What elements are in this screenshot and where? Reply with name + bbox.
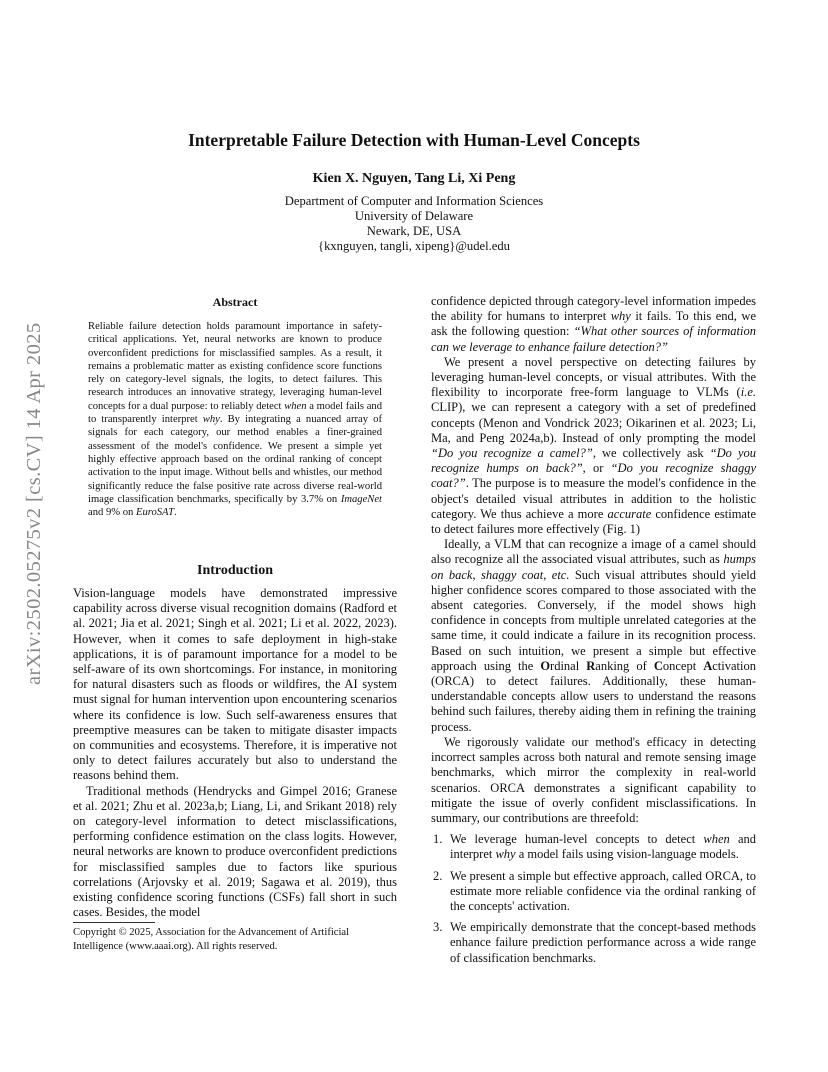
abstract-heading: Abstract xyxy=(212,295,258,309)
list-item: 2. We present a simple but effective approach, called ORCA, to estimate more reliable confidence via the ordinal ranking of the concepts' activation. xyxy=(433,868,756,913)
affiliation-emails: {kxnguyen, tangli, xipeng}@udel.edu xyxy=(318,239,510,253)
left-column-body xyxy=(73,586,397,920)
intro-paragraph-5: We rigorously validate our method's efficacy in detecting incorrect samples across both natural and remote sensing image benchmarks, which mirror the complexity in real-world scenarios. ORCA demonstrates a significant capability to mitigate the issue of overly confident misclassifications. In summary, our contributions are threefold: xyxy=(431,734,756,825)
introduction-heading: Introduction xyxy=(197,563,273,578)
copyright-footnote: Copyright © 2025, Association for the Advancement of Artificial Intelligence (www.aaai.org). All rights reserved. xyxy=(73,927,350,952)
intro-paragraph-2: Traditional methods (Hendrycks and Gimpel 2016; Granese et al. 2021; Zhu et al. 2023a,b; Liang, Li, and Srikant 2018) rely on category-level information to detect misclassifications, performing confidence estimation on the class logits. However, neural networks are known to produce overconfident predictions for misclassified samples due to factors like spurious correlations (Arjovsky et al. 2019; Sagawa et al. 2019), thus existing confidence scoring functions (CSFs) fall short in such cases. Besides, the model xyxy=(73,783,397,920)
paper-title: Interpretable Failure Detection with Human-Level Concepts xyxy=(188,130,640,150)
arxiv-stamp xyxy=(22,290,46,685)
intro-paragraph-3: We present a novel perspective on detecting failures by leveraging human-level concepts, or visual attributes. With the flexibility to incorporate free-form language to VLMs (i.e. CLIP), we can represent a category with a set of predefined concepts (Menon and Vondrick 2023; Oikarinen et al. 2023; Li, Ma, and Peng 2024a,b). Instead of only prompting the model “Do you recognize a camel?”, we collectively ask “Do you recognize humps on back?”, or “Do you recognize shaggy coat?”. The purpose is to measure the model's confidence in the object's detailed visual attributes in addition to the holistic category. We thus achieve a more accurate confidence estimate to detect failures more effectively (Fig. 1) xyxy=(431,354,757,537)
list-item: 3. We empirically demonstrate that the concept-based methods enhance failure prediction performance across a wide range of classification benchmarks. xyxy=(433,920,756,965)
contribution-list xyxy=(431,832,756,966)
intro-paragraph-4: Ideally, a VLM that can recognize a image of a camel should also recognize all the associated visual attributes, such as humps on back, shaggy coat, etc. Such visual attributes should yield higher confidence scores compared to those associated with the absent categories. Conversely, if the model shows high confidence in concepts from multiple unrelated categories at the same time, it could indicate a failure in its recognition process. Based on such intuition, we present a simple but effective approach using the Ordinal Ranking of Concept Activation (ORCA) to detect failures. Additionally, these human-understandable concepts allow users to understand the reasons behind such failures, thereby aiding them in refining the training process. xyxy=(431,537,757,734)
right-column-body xyxy=(431,294,756,972)
author-list: Kien X. Nguyen, Tang Li, Xi Peng xyxy=(312,171,516,186)
intro-paragraph-continued: confidence depicted through category-level information impedes the ability for humans to interpret why it fails. To this end, we ask the following question: “What other sources of information can we leverage to enhance failure detection?” xyxy=(431,294,756,354)
affiliation-department: Department of Computer and Information Sciences xyxy=(284,194,544,208)
arxiv-stamp-text: arXiv:2502.05275v2 [cs.CV] 14 Apr 2025 xyxy=(23,322,45,685)
affiliation-location: Newark, DE, USA xyxy=(366,224,462,238)
affiliation-block xyxy=(0,194,828,254)
footnote-rule xyxy=(73,922,155,923)
list-item: 1. We leverage human-level concepts to detect when and interpret why a model fails using vision-language models. xyxy=(433,832,756,862)
affiliation-university: University of Delaware xyxy=(354,209,474,223)
abstract-text: Reliable failure detection holds paramount importance in safety-critical applications. Yet, neural networks are known to produce overconfident predictions for misclassified samples. As a result, it remains a problematic matter as existing confidence score functions rely on category-level signals, the logits, to detect failures. This research introduces an innovative strategy, leveraging human-level concepts for a dual purpose: to reliably detect when a model fails and to transparently interpret why. By integrating a nuanced array of signals for each category, our method enables a finer-grained assessment of the model's confidence. We present a simple yet highly effective approach based on the ordinal ranking of concept activation to the input image. Without bells and whistles, our method significantly reduce the false positive rate across diverse real-world image classification benchmarks, specifically by 3.7% on ImageNet and 9% on EuroSAT. xyxy=(88,321,383,519)
intro-paragraph-1: Vision-language models have demonstrated impressive capability across diverse visual recognition domains (Radford et al. 2021; Jia et al. 2021; Singh et al. 2021; Li et al. 2022, 2023). However, when it comes to safe deployment in high-stake applications, it is of paramount importance for a model to be self-aware of its own shortcomings. For instance, in monitoring for natural disasters such as floods or wildfires, the AI system must signal for human intervention upon encountering scenarios where its confidence is low. Such self-awareness ensures that preemptive measures can be taken to mitigate disaster impacts on communities and ecosystems. Therefore, it is imperative not only to detect failures accurately but also to understand the reasons behind them. xyxy=(73,586,397,783)
